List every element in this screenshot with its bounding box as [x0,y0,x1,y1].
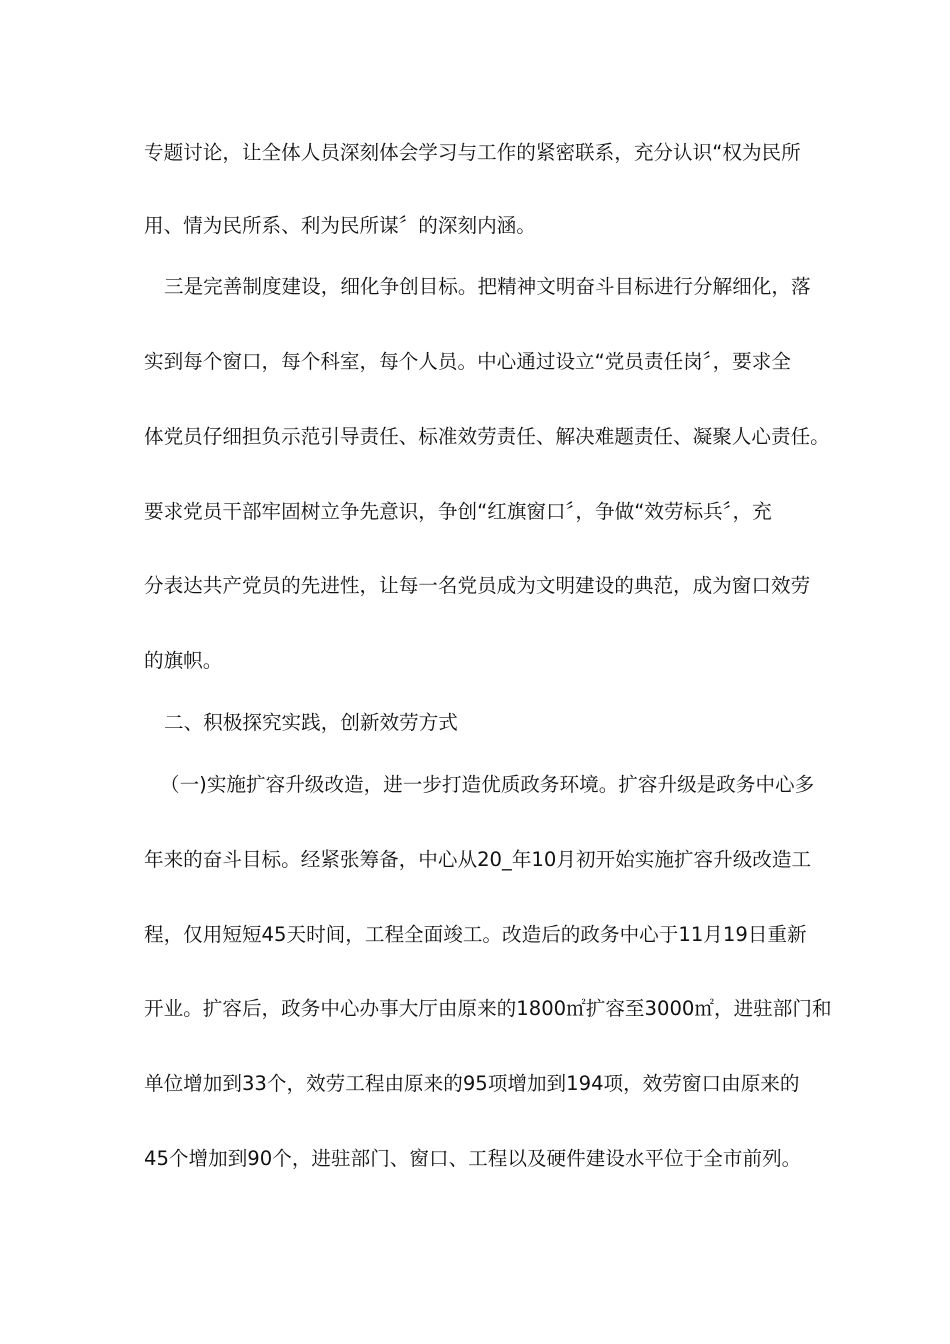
text-line: 分表达共产党员的先进性，让每一名党员成为文明建设的典范，成为窗口效劳 [144,574,811,597]
text-line: 年来的奋斗目标。经紧张筹备，中心从20_年10月初开始实施扩容升级改造工 [144,848,812,871]
section-heading: 二、积极探究实践，创新效劳方式 [164,711,458,734]
text-line: 体党员仔细担负示范引导责任、标准效劳责任、解决难题责任、凝聚人心责任。 [144,425,830,448]
text-line: 程，仅用短短45天时间，工程全面竣工。改造后的政务中心于11月19日重新 [144,923,807,946]
text-line: 用、情为民所系、利为民所谋〞的深刻内涵。 [144,214,536,237]
text-line: 45个增加到90个，进驻部门、窗口、工程以及硬件建设水平位于全市前列。 [144,1147,802,1170]
paragraph-start-line: 三是完善制度建设，细化争创目标。把精神文明奋斗目标进行分解细化，落 [164,275,811,298]
text-line: 单位增加到33个，效劳工程由原来的95项增加到194项，效劳窗口由原来的 [144,1072,800,1095]
text-line: 实到每个窗口，每个科室，每个人员。中心通过设立“党员责任岗〞，要求全 [144,350,791,373]
text-line: 专题讨论，让全体人员深刻体会学习与工作的紧密联系，充分认识“权为民所 [144,141,801,164]
text-line: 开业。扩容后，政务中心办事大厅由原来的1800㎡扩容至3000㎡，进驻部门和 [144,997,832,1020]
paragraph-start-line: （一)实施扩容升级改造，进一步打造优质政务环境。扩容升级是政务中心多 [160,773,815,796]
text-line: 要求党员干部牢固树立争先意识，争创“红旗窗口〞，争做“效劳标兵〞，充 [144,500,772,523]
text-line: 的旗帜。 [144,649,223,672]
